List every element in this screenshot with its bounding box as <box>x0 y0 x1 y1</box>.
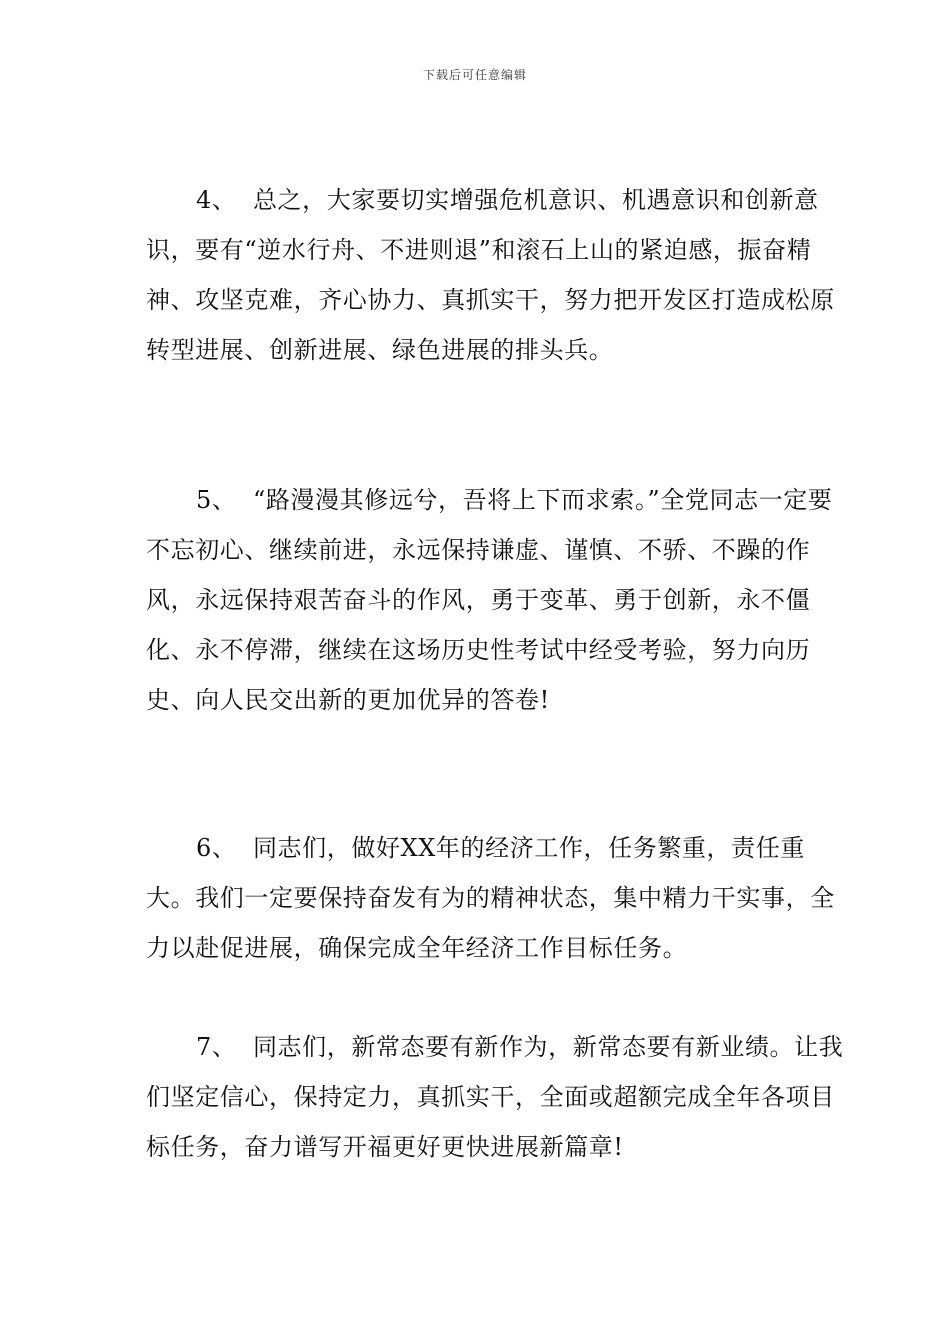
paragraph-text: 总之，大家要切实增强危机意识、机遇意识和创新意识，要有“逆水行舟、不进则退”和滚石上山的紧迫感，振奋精神、攻坚克难，齐心协力、真抓实干，努力把开发区打造成松原转型进展、创新进展、绿色进展的排头兵。 <box>146 186 835 364</box>
paragraph-number: 7、 <box>196 1033 237 1061</box>
paragraph-text: “路漫漫其修远兮，吾将上下而求索。”全党同志一定要不忘初心、继续前进，永远保持谦虚、谨慎、不骄、不躁的作风，永远保持艰苦奋斗的作风，勇于变革、勇于创新，永不僵化、永不停滞，继续在这场历史性考试中经受考验，努力向历史、向人民交出新的更加优异的答卷! <box>146 486 833 714</box>
paragraph-6 <box>146 823 846 973</box>
paragraph-4 <box>146 175 846 375</box>
paragraph-text: 同志们，新常态要有新作为，新常态要有新业绩。让我们坚定信心，保持定力，真抓实干，全面或超额完成全年各项目标任务，奋力谱写开福更好更快进展新篇章! <box>146 1033 844 1161</box>
paragraph-text: 同志们，做好XX年的经济工作，任务繁重，责任重大。我们一定要保持奋发有为的精神状态，集中精力干实事，全力以赴促进展，确保完成全年经济工作目标任务。 <box>146 834 835 962</box>
header-note: 下载后可任意编辑 <box>422 68 527 82</box>
paragraph-5 <box>146 475 846 725</box>
paragraph-7 <box>146 1022 846 1172</box>
paragraph-number: 6、 <box>196 834 237 862</box>
paragraph-number: 5、 <box>196 486 237 514</box>
paragraph-number: 4、 <box>196 186 237 214</box>
